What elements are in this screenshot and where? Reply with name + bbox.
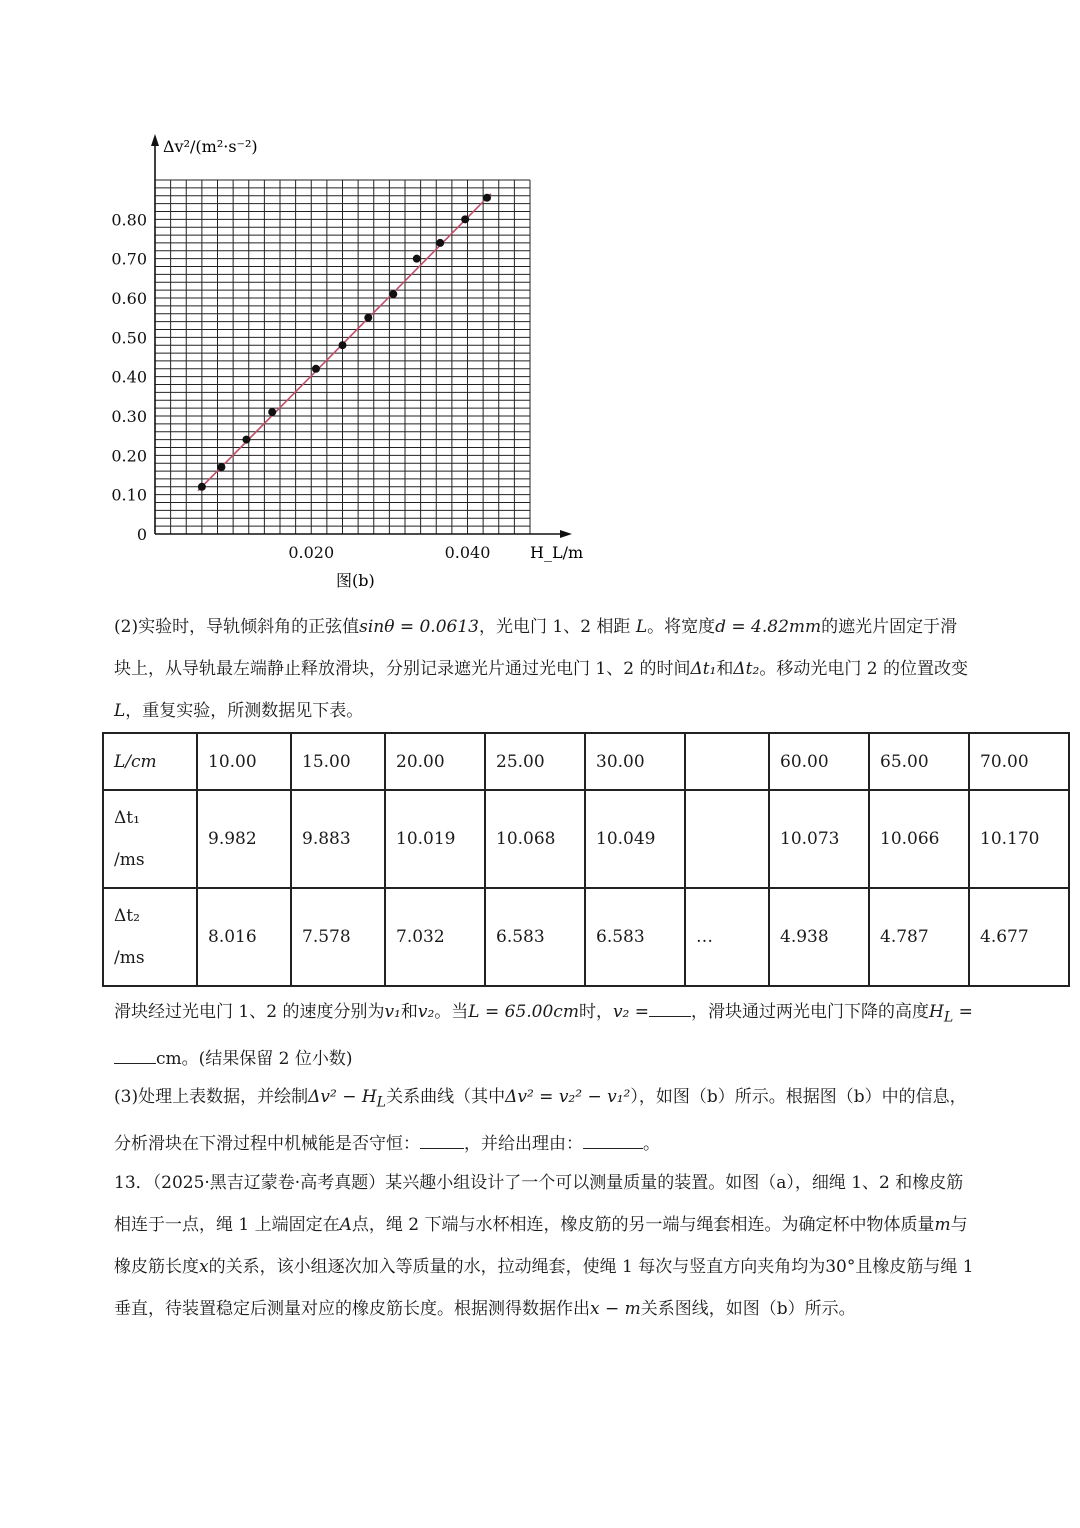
table-cell: 9.982 xyxy=(197,790,291,888)
row-header-unit: /ms xyxy=(114,948,145,968)
table-cell: 20.00 xyxy=(385,733,485,790)
data-point xyxy=(413,255,421,263)
answer-blank-hl xyxy=(114,1063,156,1064)
table-cell: 25.00 xyxy=(485,733,585,790)
data-table xyxy=(102,732,1070,987)
y-tick-label: 0.10 xyxy=(111,485,147,505)
table-cell: 10.049 xyxy=(585,790,685,888)
data-point xyxy=(364,314,372,322)
table-cell: 10.073 xyxy=(769,790,869,888)
table-row-header xyxy=(103,790,197,888)
table-cell: … xyxy=(685,888,769,986)
data-point xyxy=(312,365,320,373)
table-cell xyxy=(685,733,769,790)
figure-caption: 图(b) xyxy=(336,571,375,590)
table-cell: 60.00 xyxy=(769,733,869,790)
data-point xyxy=(198,483,206,491)
table-cell: 30.00 xyxy=(585,733,685,790)
y-tick-label: 0.70 xyxy=(111,249,147,269)
table-row xyxy=(103,790,1069,888)
table-cell: 4.677 xyxy=(969,888,1069,986)
table-cell: 6.583 xyxy=(585,888,685,986)
row-header-label: Δt₁ xyxy=(114,808,140,828)
row-header-label: L/cm xyxy=(114,751,157,772)
table-cell: 4.938 xyxy=(769,888,869,986)
data-point xyxy=(436,239,444,247)
y-tick-label: 0.80 xyxy=(111,210,147,230)
y-tick-label: 0.60 xyxy=(111,289,147,308)
table-cell: 8.016 xyxy=(197,888,291,986)
x-tick-label: 0.040 xyxy=(444,543,491,562)
y-tick-label: 0.20 xyxy=(111,446,147,466)
table-cell: 4.787 xyxy=(869,888,969,986)
x-axis-label: H_L/m xyxy=(530,543,584,562)
answer-blank-reason xyxy=(583,1148,643,1149)
y-tick-label: 0 xyxy=(136,525,147,544)
data-point xyxy=(461,215,469,223)
paragraph-question-speeds: 滑块经过光电门 1、2 的速度分别为v₁和v₂。当L = 65.00cm时，v₂ = ，滑块通过两光电门下降的高度$H_L =cm$。(结果保留 2 位小数) xyxy=(114,1002,973,1070)
table-row-header xyxy=(103,733,197,790)
y-tick-label: 0.50 xyxy=(111,328,147,348)
x-tick-label: 0.020 xyxy=(288,543,335,562)
table-cell: 6.583 xyxy=(485,888,585,986)
answer-blank-v2 xyxy=(649,1016,691,1017)
data-point xyxy=(242,436,250,444)
data-point xyxy=(389,290,397,298)
row-header-unit: /ms xyxy=(114,850,145,870)
paragraph-question-13: 13．（2025·黑吉辽蒙卷·高考真题）某兴趣小组设计了一个可以测量质量的装置。如图（a），细绳 1、2 和橡皮筋相连于一点，绳 1 上端固定在A点，绳 2 下端与水杯相连，橡皮筋的另一端与绳套相连。为确定杯中物体质量m与橡皮筋长度x的关系，该小组逐次加入等质量的水，拉动绳套，使绳 1 每次与竖直方向夹角均为30°且橡皮筋与绳 1 垂直，待装置稳定后测量对应的橡皮筋长度。根据测得数据作出x − m关系图线，如图（b）所示。 xyxy=(114,1173,974,1319)
data-point xyxy=(339,341,347,349)
table-cell: 10.019 xyxy=(385,790,485,888)
row-header-label: Δt₂ xyxy=(114,906,140,926)
y-tick-label: 0.40 xyxy=(111,367,147,387)
paragraph-part2: (2)实验时，导轨倾斜角的正弦值sinθ = 0.0613，光电门 1、2 相距 L。将宽度d = 4.82mm的遮光片固定于滑块上，从导轨最左端静止释放滑块，分别记录遮光片通过光电门 1、2 的时间Δt₁和Δt₂。移动光电门 2 的位置改变L，重复实验，所测数据见下表。 xyxy=(114,617,968,721)
table-cell: 7.578 xyxy=(291,888,385,986)
chart-figure-b xyxy=(100,120,600,600)
answer-blank-conserved xyxy=(420,1148,464,1149)
data-point xyxy=(268,408,276,416)
table-cell: 9.883 xyxy=(291,790,385,888)
data-point xyxy=(217,463,225,471)
table-cell: 10.00 xyxy=(197,733,291,790)
x-axis-arrow xyxy=(560,530,572,538)
table-row-header xyxy=(103,888,197,986)
table-cell: 15.00 xyxy=(291,733,385,790)
table-cell: 10.068 xyxy=(485,790,585,888)
table-cell: 65.00 xyxy=(869,733,969,790)
data-point xyxy=(483,194,491,202)
table-cell: 10.066 xyxy=(869,790,969,888)
y-axis-arrow xyxy=(151,134,159,146)
table-cell: 70.00 xyxy=(969,733,1069,790)
table-cell: 7.032 xyxy=(385,888,485,986)
table-cell: 10.170 xyxy=(969,790,1069,888)
chart-grid xyxy=(155,180,530,534)
y-tick-label: 0.30 xyxy=(111,407,147,426)
y-axis-label: Δv²/(m²·s⁻²) xyxy=(163,137,258,156)
table-row xyxy=(103,733,1069,790)
table-cell xyxy=(685,790,769,888)
chart-axes xyxy=(151,134,572,538)
table-row xyxy=(103,888,1069,986)
paragraph-part3: (3)处理上表数据，并绘制$\Delta v^2 - H_L$关系曲线（其中Δv² = v₂² − v₁²），如图（b）所示。根据图（b）中的信息，分析滑块在下滑过程中机械能是否守恒： ，并给出理由： 。 xyxy=(114,1087,967,1155)
